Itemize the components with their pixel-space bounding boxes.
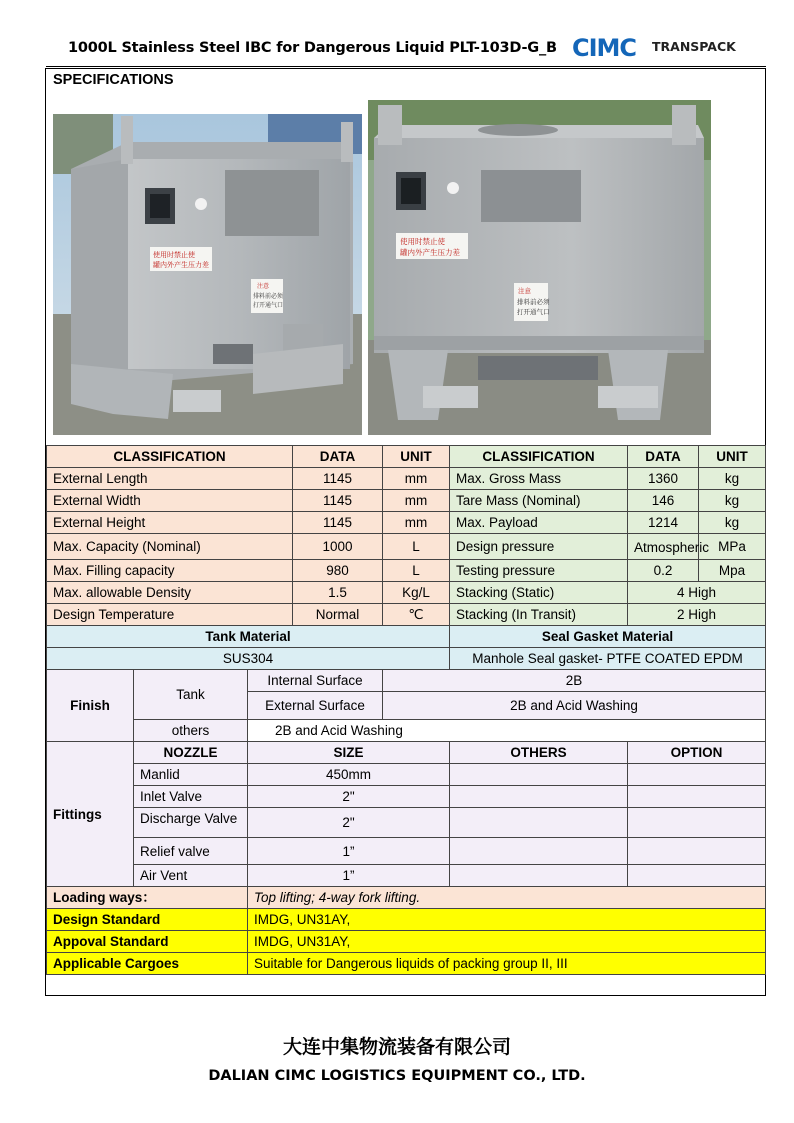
fittings-label: Fittings xyxy=(47,742,134,887)
ibc-photo-left xyxy=(53,114,362,435)
fitting-others xyxy=(450,865,628,887)
cell-data: 1000 xyxy=(293,534,383,560)
header-classification-right: CLASSIFICATION xyxy=(450,446,628,468)
logo-mark: CIMC xyxy=(572,34,637,62)
company-name-english: DALIAN CIMC LOGISTICS EQUIPMENT CO., LTD. xyxy=(208,1068,586,1084)
fitting-others xyxy=(450,786,628,808)
table-row xyxy=(47,582,766,604)
table-row xyxy=(47,560,766,582)
cell-unit: mm xyxy=(383,468,450,490)
cell-classification: Design pressure xyxy=(450,534,628,560)
loading-ways-value: Top lifting; 4-way fork lifting. xyxy=(248,887,766,909)
cell-unit: Mpa xyxy=(699,560,766,582)
cell-data: 1145 xyxy=(293,490,383,512)
design-standard-value: IMDG, UN31AY, xyxy=(248,909,766,931)
header-unit-right: UNIT xyxy=(699,446,766,468)
cell-classification: External Height xyxy=(47,512,293,534)
left-warning-line-1: 使用时禁止使 xyxy=(153,251,195,259)
loading-ways-label: Loading ways： xyxy=(47,887,248,909)
cell-data: 4 High xyxy=(628,582,766,604)
fitting-size: 2" xyxy=(248,808,450,838)
applicable-cargoes-label: Applicable Cargoes xyxy=(47,953,248,975)
others-header: OTHERS xyxy=(450,742,628,764)
fitting-row xyxy=(47,838,766,865)
cell-classification: Tare Mass (Nominal) xyxy=(450,490,628,512)
approval-standard-row xyxy=(47,931,766,953)
fitting-nozzle: Manlid xyxy=(134,764,248,786)
page-header xyxy=(46,36,766,66)
fittings-header-row xyxy=(47,742,766,764)
fitting-row xyxy=(47,865,766,887)
table-header-row xyxy=(47,446,766,468)
material-header-row xyxy=(47,626,766,648)
applicable-cargoes-row xyxy=(47,953,766,975)
header-divider xyxy=(46,66,766,67)
external-surface-label: External Surface xyxy=(248,692,383,720)
internal-surface-label: Internal Surface xyxy=(248,670,383,692)
table-row xyxy=(47,468,766,490)
cell-classification: Max. allowable Density xyxy=(47,582,293,604)
external-surface-value: 2B and Acid Washing xyxy=(383,692,766,720)
cell-unit: L xyxy=(383,534,450,560)
cell-classification: Testing pressure xyxy=(450,560,628,582)
logo-text: TRANSPACK xyxy=(652,39,736,54)
seal-gasket-label: Seal Gasket Material xyxy=(450,626,766,648)
cell-unit: Kg/L xyxy=(383,582,450,604)
fitting-row xyxy=(47,786,766,808)
header-unit-left: UNIT xyxy=(383,446,450,468)
document-title: 1000L Stainless Steel IBC for Dangerous Liquid PLT-103D-G_B xyxy=(68,40,557,56)
cimc-logo xyxy=(572,34,736,62)
left-caution-line-1: 注意 xyxy=(257,283,270,290)
left-caution-line-3: 打开通气口 xyxy=(253,302,284,309)
finish-others-label: others xyxy=(134,720,248,742)
cell-unit: MPa xyxy=(699,534,766,560)
approval-standard-value: IMDG, UN31AY, xyxy=(248,931,766,953)
cell-unit: mm xyxy=(383,512,450,534)
right-caution-line-2: 排料前必须 xyxy=(517,298,550,306)
cell-unit: kg xyxy=(699,490,766,512)
cell-data: 1145 xyxy=(293,468,383,490)
design-standard-label: Design Standard xyxy=(47,909,248,931)
spec-table xyxy=(46,445,766,975)
tank-material-label: Tank Material xyxy=(47,626,450,648)
finish-tank-label: Tank xyxy=(134,670,248,720)
loading-ways-row xyxy=(47,887,766,909)
cell-data: Atmospheric xyxy=(628,534,699,560)
fitting-option xyxy=(628,838,766,865)
nozzle-header: NOZZLE xyxy=(134,742,248,764)
cell-unit: kg xyxy=(699,468,766,490)
right-warning-line-1: 使用时禁止使 xyxy=(400,237,445,246)
fitting-others xyxy=(450,838,628,865)
header-data-left: DATA xyxy=(293,446,383,468)
right-caution-line-1: 注意 xyxy=(518,287,531,295)
finish-row xyxy=(47,720,766,742)
table-row xyxy=(47,534,766,560)
cell-data: 980 xyxy=(293,560,383,582)
cell-data: 146 xyxy=(628,490,699,512)
company-name-chinese: 大连中集物流装备有限公司 xyxy=(282,1036,511,1058)
header-classification-left: CLASSIFICATION xyxy=(47,446,293,468)
table-row xyxy=(47,490,766,512)
fitting-row xyxy=(47,764,766,786)
finish-label: Finish xyxy=(47,670,134,742)
ibc-photo-right xyxy=(368,100,711,435)
table-row xyxy=(47,604,766,626)
right-warning-line-2: 罐内外产生压力差 xyxy=(400,248,460,257)
fitting-size: 1” xyxy=(248,838,450,865)
cell-classification: Max. Capacity (Nominal) xyxy=(47,534,293,560)
fitting-row xyxy=(47,808,766,838)
seal-gasket-value: Manhole Seal gasket- PTFE COATED EPDM xyxy=(450,648,766,670)
cell-data: 1.5 xyxy=(293,582,383,604)
fitting-option xyxy=(628,808,766,838)
cell-data: 1214 xyxy=(628,512,699,534)
tank-material-value: SUS304 xyxy=(47,648,450,670)
right-caution-line-3: 打开通气口 xyxy=(517,308,550,316)
fitting-others xyxy=(450,808,628,838)
cell-classification: Max. Payload xyxy=(450,512,628,534)
internal-surface-value: 2B xyxy=(383,670,766,692)
cell-data: 1360 xyxy=(628,468,699,490)
fitting-nozzle: Air Vent xyxy=(134,865,248,887)
table-row xyxy=(47,512,766,534)
cell-classification: External Length xyxy=(47,468,293,490)
material-value-row xyxy=(47,648,766,670)
fitting-option xyxy=(628,865,766,887)
cell-unit: mm xyxy=(383,490,450,512)
option-header: OPTION xyxy=(628,742,766,764)
fitting-size: 450mm xyxy=(248,764,450,786)
left-warning-line-2: 罐内外产生压力差 xyxy=(153,261,209,269)
cell-data: 1145 xyxy=(293,512,383,534)
cell-data: 0.2 xyxy=(628,560,699,582)
finish-others-value: 2B and Acid Washing xyxy=(248,720,766,742)
header-data-right: DATA xyxy=(628,446,699,468)
fitting-nozzle: Relief valve xyxy=(134,838,248,865)
cell-unit: ℃ xyxy=(383,604,450,626)
cell-classification: Stacking (Static) xyxy=(450,582,628,604)
cell-classification: Stacking (In Transit) xyxy=(450,604,628,626)
cell-classification: Max. Filling capacity xyxy=(47,560,293,582)
fitting-option xyxy=(628,786,766,808)
cell-data: Normal xyxy=(293,604,383,626)
fitting-option xyxy=(628,764,766,786)
cell-classification: Design Temperature xyxy=(47,604,293,626)
cell-classification: Max. Gross Mass xyxy=(450,468,628,490)
finish-row xyxy=(47,670,766,692)
fitting-size: 2" xyxy=(248,786,450,808)
cell-unit: kg xyxy=(699,512,766,534)
approval-standard-label: Appoval Standard xyxy=(47,931,248,953)
cell-unit: L xyxy=(383,560,450,582)
applicable-cargoes-value: Suitable for Dangerous liquids of packing group II, III xyxy=(248,953,766,975)
left-caution-line-2: 排料前必须 xyxy=(253,293,284,300)
fitting-nozzle: Inlet Valve xyxy=(134,786,248,808)
size-header: SIZE xyxy=(248,742,450,764)
specifications-heading: SPECIFICATIONS xyxy=(53,72,174,88)
fitting-size: 1” xyxy=(248,865,450,887)
design-standard-row xyxy=(47,909,766,931)
fitting-others xyxy=(450,764,628,786)
cell-classification: External Width xyxy=(47,490,293,512)
fitting-nozzle: Discharge Valve xyxy=(134,808,248,838)
cell-data: 2 High xyxy=(628,604,766,626)
